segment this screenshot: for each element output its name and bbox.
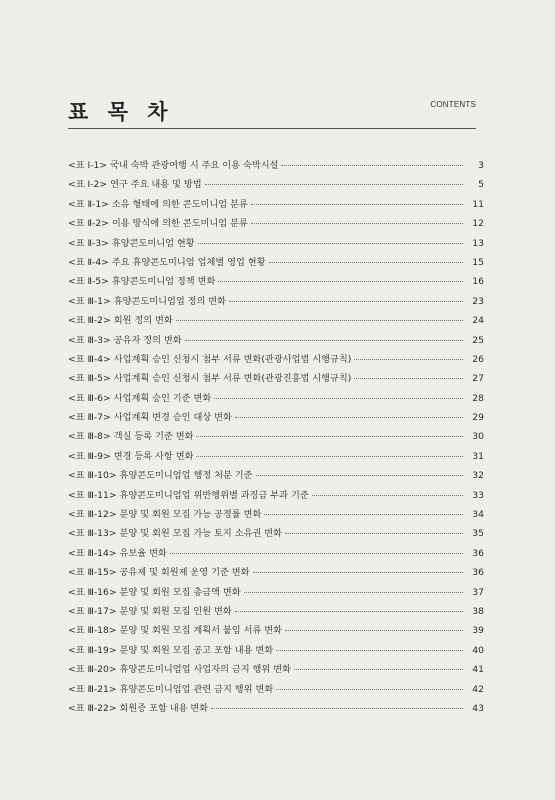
toc-entry-dot-leader (253, 572, 463, 573)
toc-entry[interactable] (68, 312, 484, 331)
toc-entry-title: 사업계획 승인 신청시 첨부 서류 변화(관광진흥법 시행규칙) (113, 373, 352, 385)
toc-entry-dot-leader (244, 592, 463, 593)
toc-entry-title: 분양 및 회원 모집 가능 토지 소유권 변화 (119, 528, 282, 540)
toc-entry-dot-leader (218, 281, 463, 282)
toc-entry-dot-leader (285, 630, 463, 631)
toc-entry-page-number: 42 (472, 683, 484, 695)
toc-entry-dot-leader (235, 611, 463, 612)
toc-entry[interactable] (68, 681, 484, 700)
toc-entry-page-number: 3 (478, 160, 484, 171)
toc-entry-title: 이용 방식에 의한 콘도미니엄 분류 (111, 218, 248, 230)
toc-entry[interactable] (68, 273, 484, 292)
toc-entry-dot-leader (276, 650, 463, 651)
toc-entry-page-number: 24 (472, 315, 484, 327)
toc-entry-label: <표 Ⅲ-5> (68, 373, 111, 385)
toc-entry[interactable] (68, 428, 484, 447)
page-header (68, 96, 476, 128)
toc-entry-page-number: 31 (472, 450, 484, 462)
toc-entry-dot-leader (285, 533, 463, 534)
toc-entry-page-number: 30 (472, 431, 484, 443)
toc-entry[interactable] (68, 235, 484, 254)
toc-entry[interactable] (68, 661, 484, 680)
toc-entry-dot-leader (214, 398, 463, 399)
toc-entry-title: 국내 숙박 관광여행 시 주요 이용 숙박시설 (110, 160, 279, 171)
toc-entry[interactable] (68, 603, 484, 622)
toc-entry-label: <표 Ⅲ-16> (68, 586, 117, 598)
toc-entry-page-number: 26 (472, 353, 484, 365)
toc-entry[interactable] (68, 409, 484, 428)
toc-entry-page-number: 11 (472, 198, 484, 210)
toc-entry[interactable] (68, 196, 484, 215)
toc-entry[interactable] (68, 254, 484, 273)
toc-entry-title: 공유자 정의 변화 (113, 334, 182, 346)
toc-entry-label: <표 Ⅲ-4> (68, 353, 111, 365)
toc-entry-page-number: 5 (478, 179, 484, 191)
toc-entry[interactable] (68, 525, 484, 544)
toc-entry-title: 분양 및 회원 모집 계획서 붙임 서류 변화 (119, 625, 282, 637)
toc-entry-dot-leader (185, 340, 463, 341)
toc-entry-dot-leader (294, 669, 463, 670)
toc-entry-dot-leader (205, 184, 463, 185)
toc-entry-title: 휴양콘도미니엄업 사업자의 금지 행위 변화 (119, 664, 291, 676)
toc-entry-label: <표 Ⅱ-1> (68, 198, 109, 210)
toc-entry-page-number: 15 (472, 256, 484, 268)
toc-entry-dot-leader (281, 165, 463, 166)
toc-entry-title: 연구 주요 내용 및 방법 (110, 179, 202, 191)
toc-entry-dot-leader (176, 320, 463, 321)
toc-entry-label: <표 Ⅲ-17> (68, 605, 117, 617)
toc-entry-label: <표 Ⅲ-19> (68, 644, 117, 656)
toc-entry[interactable] (68, 370, 484, 389)
toc-entry-label: <표 Ⅱ-3> (68, 237, 109, 249)
toc-entry-dot-leader (229, 301, 463, 302)
header-rule (68, 128, 476, 129)
toc-entry-label: <표 Ⅲ-14> (68, 547, 117, 559)
toc-entry-label: <표 Ⅰ-2> (68, 179, 108, 191)
toc-entry-page-number: 39 (472, 625, 484, 637)
toc-entry-page-number: 12 (472, 218, 484, 230)
toc-entry-page-number: 41 (472, 664, 484, 676)
toc-entry-dot-leader (170, 553, 463, 554)
toc-entry[interactable] (68, 700, 484, 719)
toc-entry-label: <표 Ⅲ-22> (68, 702, 117, 714)
toc-entry-title: 변경 등록 사항 변화 (113, 450, 194, 462)
toc-entry-label: <표 Ⅲ-12> (68, 509, 117, 521)
toc-entry-title: 소유 형태에 의한 콘도미니엄 분류 (111, 198, 248, 210)
toc-entry[interactable] (68, 351, 484, 370)
toc-entry-title: 사업계획 승인 신청시 첨부 서류 변화(관광사업법 시행규칙) (113, 353, 352, 365)
toc-entry[interactable] (68, 622, 484, 641)
toc-entry-label: <표 Ⅲ-21> (68, 683, 117, 695)
toc-entry[interactable] (68, 293, 484, 312)
toc-entry-page-number: 32 (472, 470, 484, 482)
toc-entry-title: 회원 정의 변화 (113, 315, 173, 327)
toc-entry-page-number: 36 (472, 547, 484, 559)
toc-entry-title: 주요 휴양콘도미니엄 업체별 영업 현황 (111, 256, 266, 268)
toc-entry-title: 사업계획 승인 기준 변화 (113, 392, 212, 404)
toc-entry-page-number: 43 (472, 702, 484, 714)
toc-entry[interactable] (68, 448, 484, 467)
toc-entry-title: 휴양콘도미니엄 현황 (111, 237, 195, 249)
toc-entry[interactable] (68, 642, 484, 661)
toc-entry-page-number: 40 (472, 644, 484, 656)
toc-entry[interactable] (68, 487, 484, 506)
toc-entry-label: <표 Ⅰ-1> (68, 160, 108, 171)
toc-entry-label: <표 Ⅲ-3> (68, 334, 111, 346)
toc-entry-label: <표 Ⅲ-1> (68, 295, 111, 307)
toc-entry-label: <표 Ⅲ-6> (68, 392, 111, 404)
toc-entry-dot-leader (211, 708, 463, 709)
table-of-contents-list (68, 157, 484, 719)
toc-entry-label: <표 Ⅲ-9> (68, 450, 111, 462)
toc-entry-label: <표 Ⅲ-18> (68, 625, 117, 637)
toc-entry-page-number: 33 (472, 489, 484, 501)
toc-entry-page-number: 29 (472, 412, 484, 424)
toc-entry-title: 휴양콘도미니엄 정책 변화 (111, 276, 216, 288)
toc-entry[interactable] (68, 215, 484, 234)
toc-entry-page-number: 23 (472, 295, 484, 307)
toc-entry-title: 객실 등록 기준 변화 (113, 431, 194, 443)
toc-entry-label: <표 Ⅱ-2> (68, 218, 109, 230)
toc-entry-dot-leader (354, 359, 463, 360)
toc-entry-dot-leader (312, 495, 463, 496)
toc-entry-title: 휴양콘도미니엄업 관련 금지 행위 변화 (119, 683, 274, 695)
toc-entry-page-number: 28 (472, 392, 484, 404)
toc-entry-dot-leader (251, 204, 463, 205)
toc-entry[interactable] (68, 564, 484, 583)
toc-entry-label: <표 Ⅲ-7> (68, 412, 111, 424)
toc-entry-label: <표 Ⅲ-20> (68, 664, 117, 676)
toc-entry-page-number: 13 (472, 237, 484, 249)
toc-entry-dot-leader (235, 417, 463, 418)
toc-entry-dot-leader (354, 378, 463, 379)
toc-entry-page-number: 35 (472, 528, 484, 540)
toc-entry-dot-leader (276, 689, 463, 690)
toc-entry-label: <표 Ⅲ-15> (68, 567, 117, 579)
toc-entry-label: <표 Ⅱ-4> (68, 256, 109, 268)
toc-entry-page-number: 38 (472, 605, 484, 617)
toc-entry-title: 분양 및 회원 모집 총금액 변화 (119, 586, 241, 598)
toc-entry-label: <표 Ⅲ-13> (68, 528, 117, 540)
toc-entry-label: <표 Ⅱ-5> (68, 276, 109, 288)
toc-entry-dot-leader (196, 456, 463, 457)
toc-entry-title: 분양 및 회원 모집 공고 포함 내용 변화 (119, 644, 274, 656)
toc-entry-title: 유보율 변화 (119, 547, 167, 559)
page-title: 표 목 차 (68, 100, 174, 124)
toc-entry[interactable] (68, 506, 484, 525)
toc-entry[interactable] (68, 584, 484, 603)
toc-entry-title: 휴양콘도미니엄업 정의 변화 (113, 295, 227, 307)
toc-entry-label: <표 Ⅲ-2> (68, 315, 111, 327)
toc-entry-dot-leader (196, 436, 463, 437)
toc-entry-dot-leader (269, 262, 463, 263)
toc-entry-label: <표 Ⅲ-11> (68, 489, 117, 501)
toc-entry-page-number: 27 (472, 373, 484, 385)
toc-entry[interactable] (68, 390, 484, 409)
toc-entry-dot-leader (256, 475, 463, 476)
toc-entry-page-number: 36 (472, 567, 484, 579)
toc-entry-dot-leader (264, 514, 463, 515)
toc-entry-page-number: 25 (472, 334, 484, 346)
toc-entry-title: 분양 및 회원 모집 인원 변화 (119, 605, 232, 617)
toc-entry-page-number: 37 (472, 586, 484, 598)
toc-entry-title: 분양 및 회원 모집 가능 공정률 변화 (119, 509, 262, 521)
toc-entry-title: 휴양콘도미니엄업 위반행위별 과징금 부과 기준 (119, 489, 309, 501)
toc-entry-label: <표 Ⅲ-10> (68, 470, 117, 482)
toc-entry-dot-leader (251, 223, 463, 224)
toc-entry[interactable] (68, 545, 484, 564)
toc-entry-title: 회원증 포함 내용 변화 (119, 702, 209, 714)
toc-entry-title: 휴양콘도미니엄업 행정 처분 기준 (119, 470, 253, 482)
toc-entry-title: 공유제 및 회원제 운영 기준 변화 (119, 567, 250, 579)
toc-entry-dot-leader (198, 243, 463, 244)
toc-entry[interactable] (68, 157, 484, 176)
toc-entry-page-number: 34 (472, 509, 484, 521)
contents-label: CONTENTS (430, 100, 476, 109)
toc-entry[interactable] (68, 332, 484, 351)
toc-entry-page-number: 16 (472, 276, 484, 288)
toc-entry-title: 사업계획 변경 승인 대상 변화 (113, 412, 232, 424)
toc-entry[interactable] (68, 467, 484, 486)
toc-entry[interactable] (68, 176, 484, 195)
toc-entry-label: <표 Ⅲ-8> (68, 431, 111, 443)
